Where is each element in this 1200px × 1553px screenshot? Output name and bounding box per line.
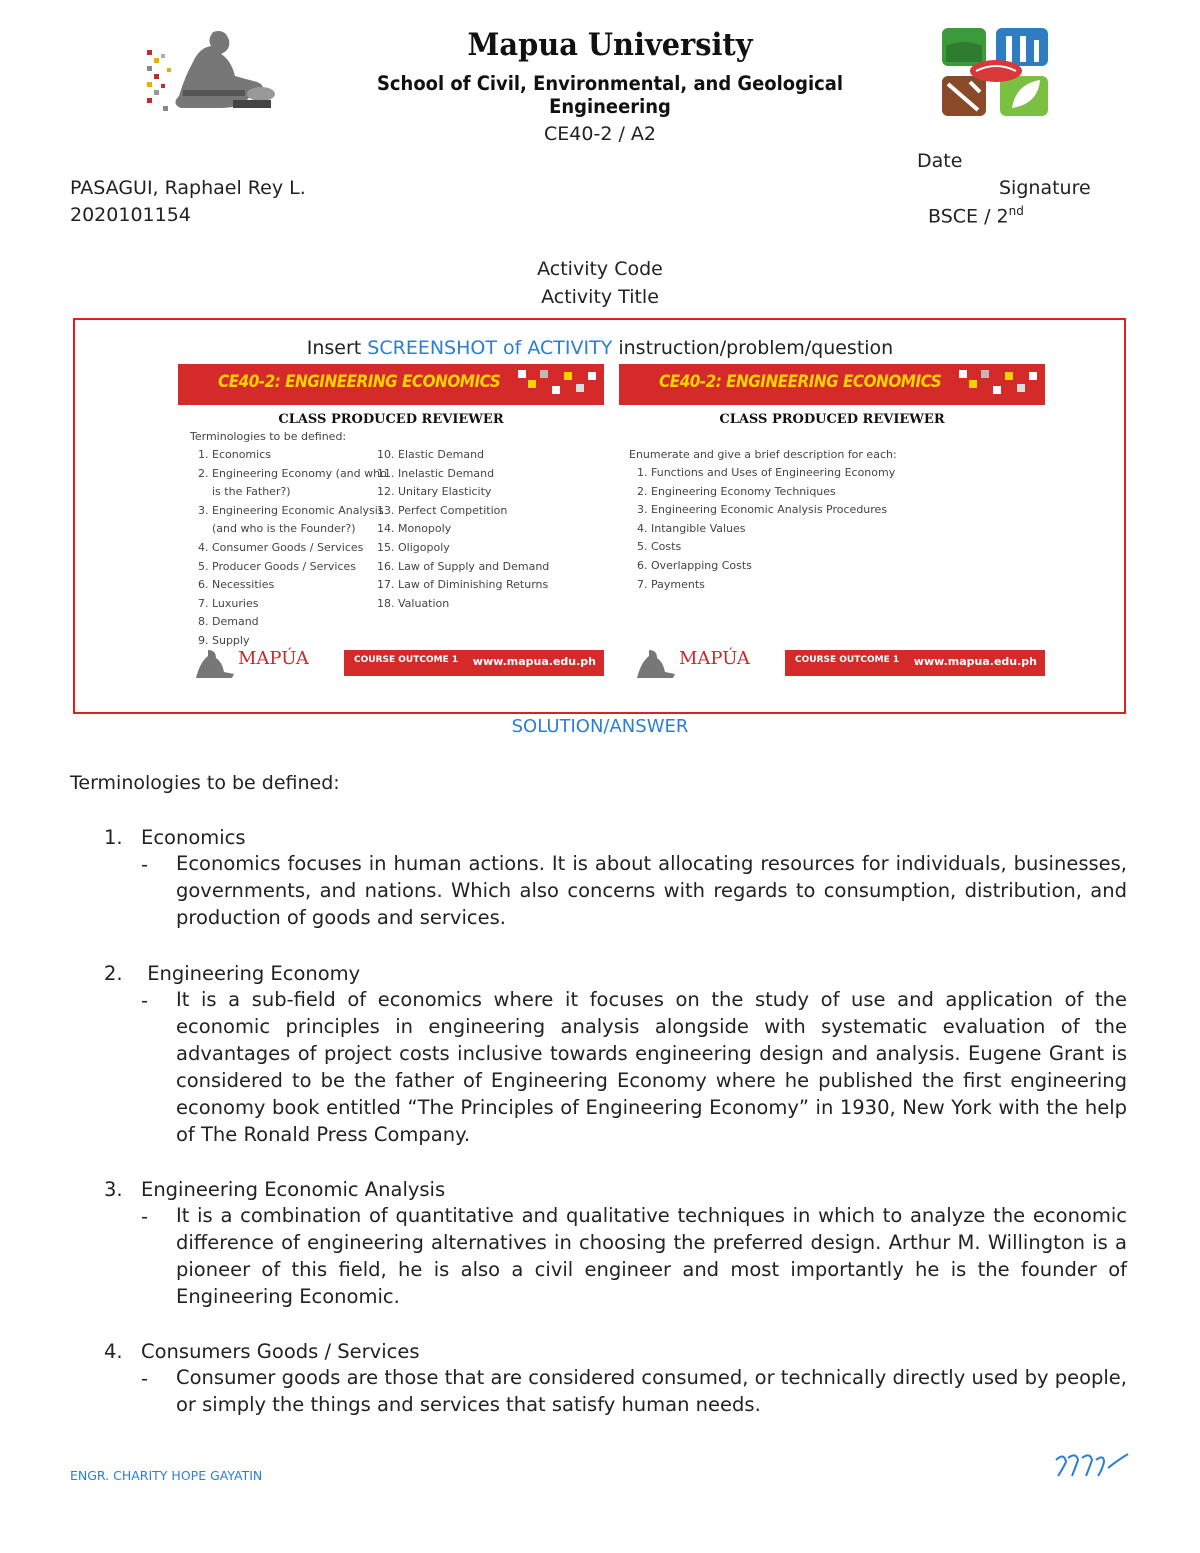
reviewer-enumerate-item: 1. Functions and Uses of Engineering Economy: [651, 464, 1029, 483]
program-year-text: BSCE / 2: [928, 205, 1009, 228]
reviewer-enumerate-item: 2. Engineering Economy Techniques: [651, 483, 1029, 502]
department-logo: [940, 26, 1052, 118]
reviewer-term: 16. Law of Supply and Demand: [398, 558, 596, 577]
footer-url: www.mapua.edu.ph: [472, 655, 596, 668]
reviewer-term: 18. Valuation: [398, 595, 596, 614]
reviewer-enumerate-item: 4. Intangible Values: [651, 520, 1029, 539]
reviewer-enumerate-item: 6. Overlapping Costs: [651, 557, 1029, 576]
reviewer-term: 8. Demand: [212, 613, 390, 632]
reviewer-card-enumerate: [619, 364, 1045, 682]
card-footer: [619, 642, 1045, 682]
card-subtitle: CLASS PRODUCED REVIEWER: [278, 412, 504, 427]
footer-outcome: COURSE OUTCOME 1: [795, 655, 900, 665]
card-enumerate-list: [629, 464, 1029, 594]
reviewer-term: 12. Unitary Elasticity: [398, 483, 596, 502]
item-definition: It is a sub-field of economics where it focuses on the study of use and application of the economic principles in engineering analysis alongside with systematic evaluation of the advantages of project costs inclusive towards engineering design and analysis. Eugene Grant is considered to be the father of Engineering Economy where he published the first engineering economy book entitled “The Principles of Engineering Economy” in 1930, New York with the help of The Ronald Press Company.: [176, 988, 1127, 1146]
insert-instruction: [0, 337, 1200, 359]
mapua-mascot-icon: [188, 646, 238, 680]
insert-highlight: SCREENSHOT of ACTIVITY: [367, 337, 613, 359]
card-footer: [178, 642, 604, 682]
card-intro: Enumerate and give a brief description for each:: [629, 448, 897, 461]
reviewer-term: 3. Engineering Economic Analysis (and who is the Founder?): [212, 502, 390, 539]
student-name: PASAGUI, Raphael Rey L.: [70, 177, 306, 199]
terms-heading: Terminologies to be defined:: [70, 772, 340, 794]
item-definition: It is a combination of quantitative and qualitative techniques in which to analyze the economic difference of engineering alternatives in choosing the preferred design. Arthur M. Willington is a pioneer of this field, he is also a civil engineer and most importantly he is the founder of Engineering Economic.: [176, 1204, 1127, 1308]
school-name: School of Civil, Environmental, and Geological Engineering: [376, 72, 843, 118]
program-year-sup: nd: [1008, 204, 1024, 218]
activity-title: Activity Title: [541, 286, 659, 308]
insert-prefix: Insert: [306, 337, 368, 359]
item-definition: Consumer goods are those that are considered consumed, or technically directly used by people, or simply the things and services that satisfy human needs.: [176, 1366, 1127, 1416]
reviewer-enumerate-item: 7. Payments: [651, 576, 1029, 595]
footer-brand: MAPÚA: [679, 648, 750, 669]
reviewer-term: 14. Monopoly: [398, 520, 596, 539]
reviewer-term: 6. Necessities: [212, 576, 390, 595]
card-banner: [619, 364, 1045, 405]
item-dash: -: [141, 853, 149, 876]
item-dash: -: [141, 989, 149, 1012]
reviewer-term: 11. Inelastic Demand: [398, 465, 596, 484]
activity-code: Activity Code: [537, 258, 663, 280]
reviewer-term: 2. Engineering Economy (and who is the Father?): [212, 465, 390, 502]
item-dash: -: [141, 1205, 149, 1228]
footer-outcome: COURSE OUTCOME 1: [354, 655, 459, 665]
footer-url: www.mapua.edu.ph: [913, 655, 1037, 668]
item-title: Engineering Economic Analysis: [141, 1178, 446, 1201]
footer-brand: MAPÚA: [238, 648, 309, 669]
reviewer-term: 9. Supply: [212, 632, 390, 651]
instructor-name: ENGR. CHARITY HOPE GAYATIN: [70, 1468, 263, 1483]
card-terms-col1: [190, 446, 390, 651]
mapua-mascot-icon: [629, 646, 679, 680]
university-name: Mapua University: [467, 27, 753, 63]
signature-label: Signature: [999, 177, 1091, 199]
reviewer-term: 15. Oligopoly: [398, 539, 596, 558]
insert-suffix: instruction/problem/question: [612, 337, 894, 359]
reviewer-term: 1. Economics: [212, 446, 390, 465]
item-title: Consumers Goods / Services: [141, 1340, 420, 1363]
item-number: 4.: [104, 1340, 123, 1363]
item-dash: -: [141, 1367, 149, 1390]
program-year: [928, 204, 1024, 227]
reviewer-card-terms: [178, 364, 604, 682]
reviewer-enumerate-item: 5. Costs: [651, 538, 1029, 557]
reviewer-term: 13. Perfect Competition: [398, 502, 596, 521]
reviewer-term: 5. Producer Goods / Services: [212, 558, 390, 577]
card-subtitle: CLASS PRODUCED REVIEWER: [719, 412, 945, 427]
item-number: 2.: [104, 962, 123, 985]
card-intro: Terminologies to be defined:: [190, 430, 347, 443]
item-title: Economics: [141, 826, 246, 849]
course-section: CE40-2 / A2: [544, 123, 656, 145]
reviewer-term: 17. Law of Diminishing Returns: [398, 576, 596, 595]
date-label: Date: [917, 150, 963, 172]
reviewer-term: 10. Elastic Demand: [398, 446, 596, 465]
reviewer-term: 4. Consumer Goods / Services: [212, 539, 390, 558]
instructor-signature: [1052, 1448, 1132, 1482]
item-number: 1.: [104, 826, 123, 849]
reviewer-term: 7. Luxuries: [212, 595, 390, 614]
card-terms-col2: [376, 446, 596, 613]
solution-label: SOLUTION/ANSWER: [511, 716, 689, 737]
university-seal-logo: [143, 24, 283, 120]
item-number: 3.: [104, 1178, 123, 1201]
footer-bar: [785, 650, 1045, 676]
card-banner-title: CE40-2: ENGINEERING ECONOMICS: [218, 372, 501, 392]
item-title: Engineering Economy: [141, 962, 361, 985]
footer-bar: [344, 650, 604, 676]
reviewer-enumerate-item: 3. Engineering Economic Analysis Procedures: [651, 501, 1029, 520]
student-number: 2020101154: [70, 204, 191, 226]
card-banner-title: CE40-2: ENGINEERING ECONOMICS: [659, 372, 942, 392]
pixel-pattern-icon: [514, 366, 604, 402]
pixel-pattern-icon: [955, 366, 1045, 402]
card-banner: [178, 364, 604, 405]
item-definition: Economics focuses in human actions. It is about allocating resources for individuals, businesses, governments, and nations. Which also concerns with regards to consumption, distribution, and production of goods and services.: [176, 852, 1127, 929]
